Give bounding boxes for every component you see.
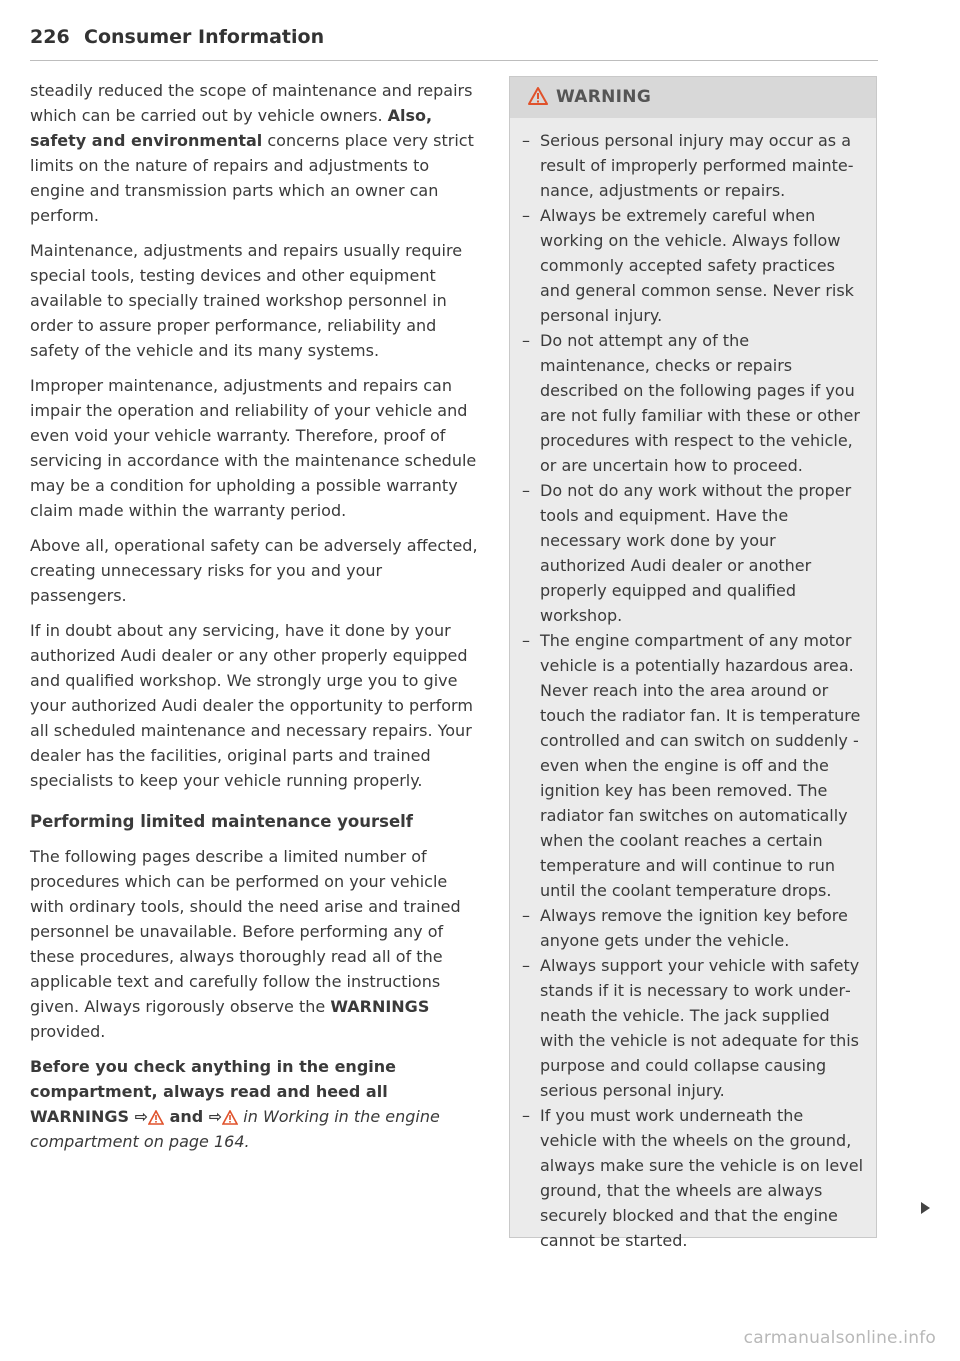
warning-title: WARNING [556,87,652,107]
arrow-ref-icon: ⇨ [208,1107,223,1126]
left-column [30,78,478,1164]
arrow-ref-icon: ⇨ [134,1107,148,1126]
warning-item: – If you must work underneath the vehicle with the wheels on the ground, always make sure the vehicle is on level ground, that the wheels are always securely blocked and that the engine cannot be started. [522,1103,864,1253]
section-title: Consumer Information [84,26,325,48]
warning-triangle-icon [528,86,548,106]
paragraph-2: Maintenance, adjustments and repairs usually require special tools, testing devices and other equipment available to specially trained workshop personnel in order to assure proper performance, reliability and safety of the vehicle and its many systems. [30,241,463,360]
paragraph-6: The following pages describe a limited number of procedures which can be performed on your vehicle with ordinary tools, should the need arise and trained personnel be unavailable. Before performing any of these procedures, always thoroughly read all of the applicable text and carefully follow the instructions given. Always rigorously observe the WARNINGS provided. [30,847,461,1041]
paragraph-7: Before you check anything in the engine compartment, always read and heed all WARNINGS ⇨ and ⇨ in Working in the engine compartment on page 164. [30,1057,440,1151]
page-header [30,26,878,61]
warning-header [510,77,876,118]
warning-item: – Always support your vehicle with safety stands if it is necessary to work underneath the vehicle. The jack supplied with the vehicle is not adequate for this purpose and could collapse causing serious personal injury. [522,953,864,1103]
warning-item: – The engine compartment of any motor vehicle is a potentially hazardous area. Never reach into the area around or touch the radiator fan. It is temperature controlled and can switch on suddenly - even when the engine is off and the ignition key has been removed. The radiator fan switches on automatically when the coolant reaches a certain temperature and will continue to run until the coolant temperature drops. [522,628,864,903]
subheading: Performing limited maintenance yourself [30,812,413,831]
continue-arrow-icon [918,1201,932,1215]
page-number: 226 [30,26,70,48]
warning-triangle-icon [222,1110,238,1125]
warning-item: – Do not do any work without the proper tools and equipment. Have the necessary work done by your authorized Audi dealer or another properly equipped and qualified workshop. [522,478,864,628]
paragraph-4: Above all, operational safety can be adversely affected, creating unnecessary risks for you and your passengers. [30,536,478,605]
paragraph-1: steadily reduced the scope of maintenance and repairs which can be carried out by vehicle owners. Also, safety and environmental concerns place very strict limits on the nature of repairs and adjustments to engine and transmission parts which an owner can perform. [30,81,474,225]
warning-list [510,118,876,1253]
paragraph-5: If in doubt about any servicing, have it done by your authorized Audi dealer or any other properly equipped and qualified workshop. We strongly urge you to give your authorized Audi dealer the opportunity to perform all scheduled maintenance and necessary repairs. Your dealer has the facilities, original parts and trained specialists to keep your vehicle running properly. [30,621,473,790]
warning-item: – Always remove the ignition key before anyone gets under the vehicle. [522,903,864,953]
warning-item: – Serious personal injury may occur as a result of improperly performed maintenance, adjustments or repairs. [522,128,864,203]
warning-triangle-icon [148,1110,164,1125]
warning-item: – Always be extremely careful when working on the vehicle. Always follow commonly accepted safety practices and general common sense. Never risk personal injury. [522,203,864,328]
warning-item: – Do not attempt any of the maintenance, checks or repairs described on the following pages if you are not fully familiar with these or other procedures with respect to the vehicle, or are uncertain how to proceed. [522,328,864,478]
paragraph-3: Improper maintenance, adjustments and repairs can impair the operation and reliability of your vehicle and even void your vehicle warranty. Therefore, proof of servicing in accordance with the maintenance schedule may be a condition for upholding a possible warranty claim made within the warranty period. [30,376,477,520]
warning-box [509,76,877,1250]
watermark: carmanualsonline.info [743,1328,936,1348]
